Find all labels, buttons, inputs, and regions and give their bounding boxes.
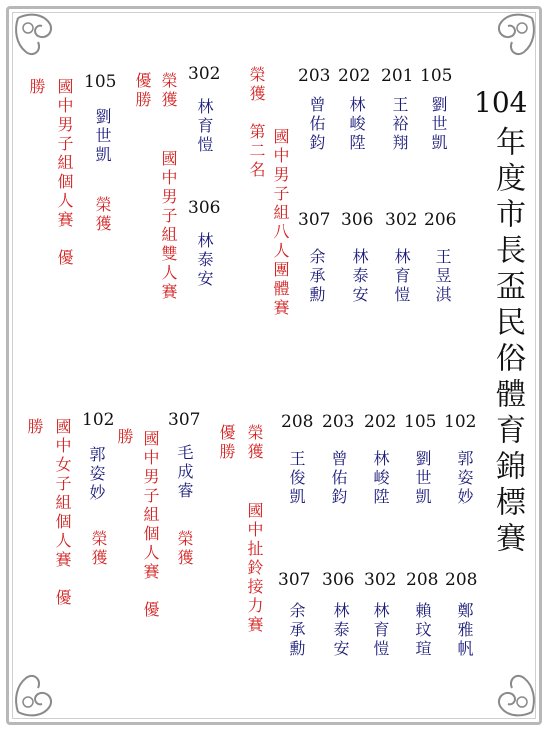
event1-class: 307	[298, 210, 331, 230]
event4-award-result: 優勝	[217, 424, 236, 462]
event4-award: 榮獲	[245, 424, 264, 462]
event1-class: 203	[298, 66, 331, 86]
event1-award: 榮獲 第二名	[247, 66, 266, 180]
event5-award-result: 勝	[115, 428, 134, 447]
event4-class: 202	[364, 412, 397, 432]
event2-class: 302	[188, 64, 221, 84]
event4-member-name: 曾佑鈞	[329, 450, 348, 507]
event4-class: 306	[322, 570, 355, 590]
corner-ornament-top-left	[10, 10, 82, 70]
event4-member-name: 林峻陞	[371, 450, 390, 507]
event4-class: 307	[278, 570, 311, 590]
event1-member-name: 劉世凱	[429, 96, 448, 153]
event1-class: 206	[424, 210, 457, 230]
event4-member-name: 林育愷	[371, 602, 390, 659]
event1-title: 國中男子組八人團體賽	[271, 128, 290, 318]
event1-member-name: 林育愷	[392, 248, 411, 305]
event4-member-name: 林泰安	[331, 602, 350, 659]
event4-member-name: 劉世凱	[413, 450, 432, 507]
event1-member-name: 王裕翔	[390, 96, 409, 153]
corner-ornament-bottom-right	[468, 660, 540, 720]
event6-title: 國中女子組個人賽 優	[53, 418, 72, 608]
event6-member-name: 郭姿妙	[87, 446, 106, 503]
event1-class: 306	[341, 210, 374, 230]
event1-class: 202	[338, 66, 371, 86]
event6-award: 榮獲	[89, 530, 108, 568]
event3-class: 105	[84, 72, 117, 92]
event1-class: 105	[420, 66, 453, 86]
corner-ornament-top-right	[468, 10, 540, 70]
event4-member-name: 郭姿妙	[455, 450, 474, 507]
event4-title: 國中扯鈴接力賽	[245, 502, 264, 635]
event3-award: 榮獲	[93, 196, 112, 234]
event2-award: 榮獲	[159, 72, 178, 110]
event4-class: 105	[404, 412, 437, 432]
event1-member-name: 林峻陞	[347, 96, 366, 153]
event4-member-name: 王俊凱	[287, 450, 306, 507]
page-title: 年度市長盃民俗體育錦標賽	[490, 126, 525, 558]
event5-award: 榮獲	[175, 530, 194, 568]
event1-member-name: 王昱淇	[433, 248, 452, 305]
event2-title: 國中男子組雙人賽	[159, 150, 178, 302]
event4-class: 208	[406, 570, 439, 590]
event4-member-name: 鄭雅帆	[455, 602, 474, 659]
event4-class: 203	[322, 412, 355, 432]
event3-title: 國中男子組個人賽 優	[55, 78, 74, 268]
event2-award-result: 優勝	[133, 72, 152, 110]
event4-class: 302	[364, 570, 397, 590]
event4-member-name: 余承勳	[287, 602, 306, 659]
event4-class: 208	[281, 412, 314, 432]
event6-class: 102	[82, 410, 115, 430]
event3-award-result: 勝	[27, 78, 46, 97]
event2-class: 306	[188, 198, 221, 218]
event1-class: 201	[381, 66, 414, 86]
event5-member-name: 毛成睿	[175, 444, 194, 501]
event1-class: 302	[385, 210, 418, 230]
event6-award-result: 勝	[25, 418, 44, 437]
event1-member-name: 余承勳	[307, 248, 326, 305]
event2-member-name: 林泰安	[195, 232, 214, 289]
event4-class: 102	[444, 412, 477, 432]
event4-class: 208	[445, 570, 478, 590]
event4-member-name: 賴玟瑄	[413, 602, 432, 659]
event3-member-name: 劉世凱	[93, 108, 112, 165]
event1-member-name: 林泰安	[350, 248, 369, 305]
title-number: 104	[474, 86, 528, 119]
event2-member-name: 林育愷	[195, 98, 214, 155]
event5-class: 307	[168, 410, 201, 430]
event1-member-name: 曾佑鈞	[307, 96, 326, 153]
corner-ornament-bottom-left	[10, 660, 82, 720]
event5-title: 國中男子組個人賽 優	[141, 430, 160, 620]
